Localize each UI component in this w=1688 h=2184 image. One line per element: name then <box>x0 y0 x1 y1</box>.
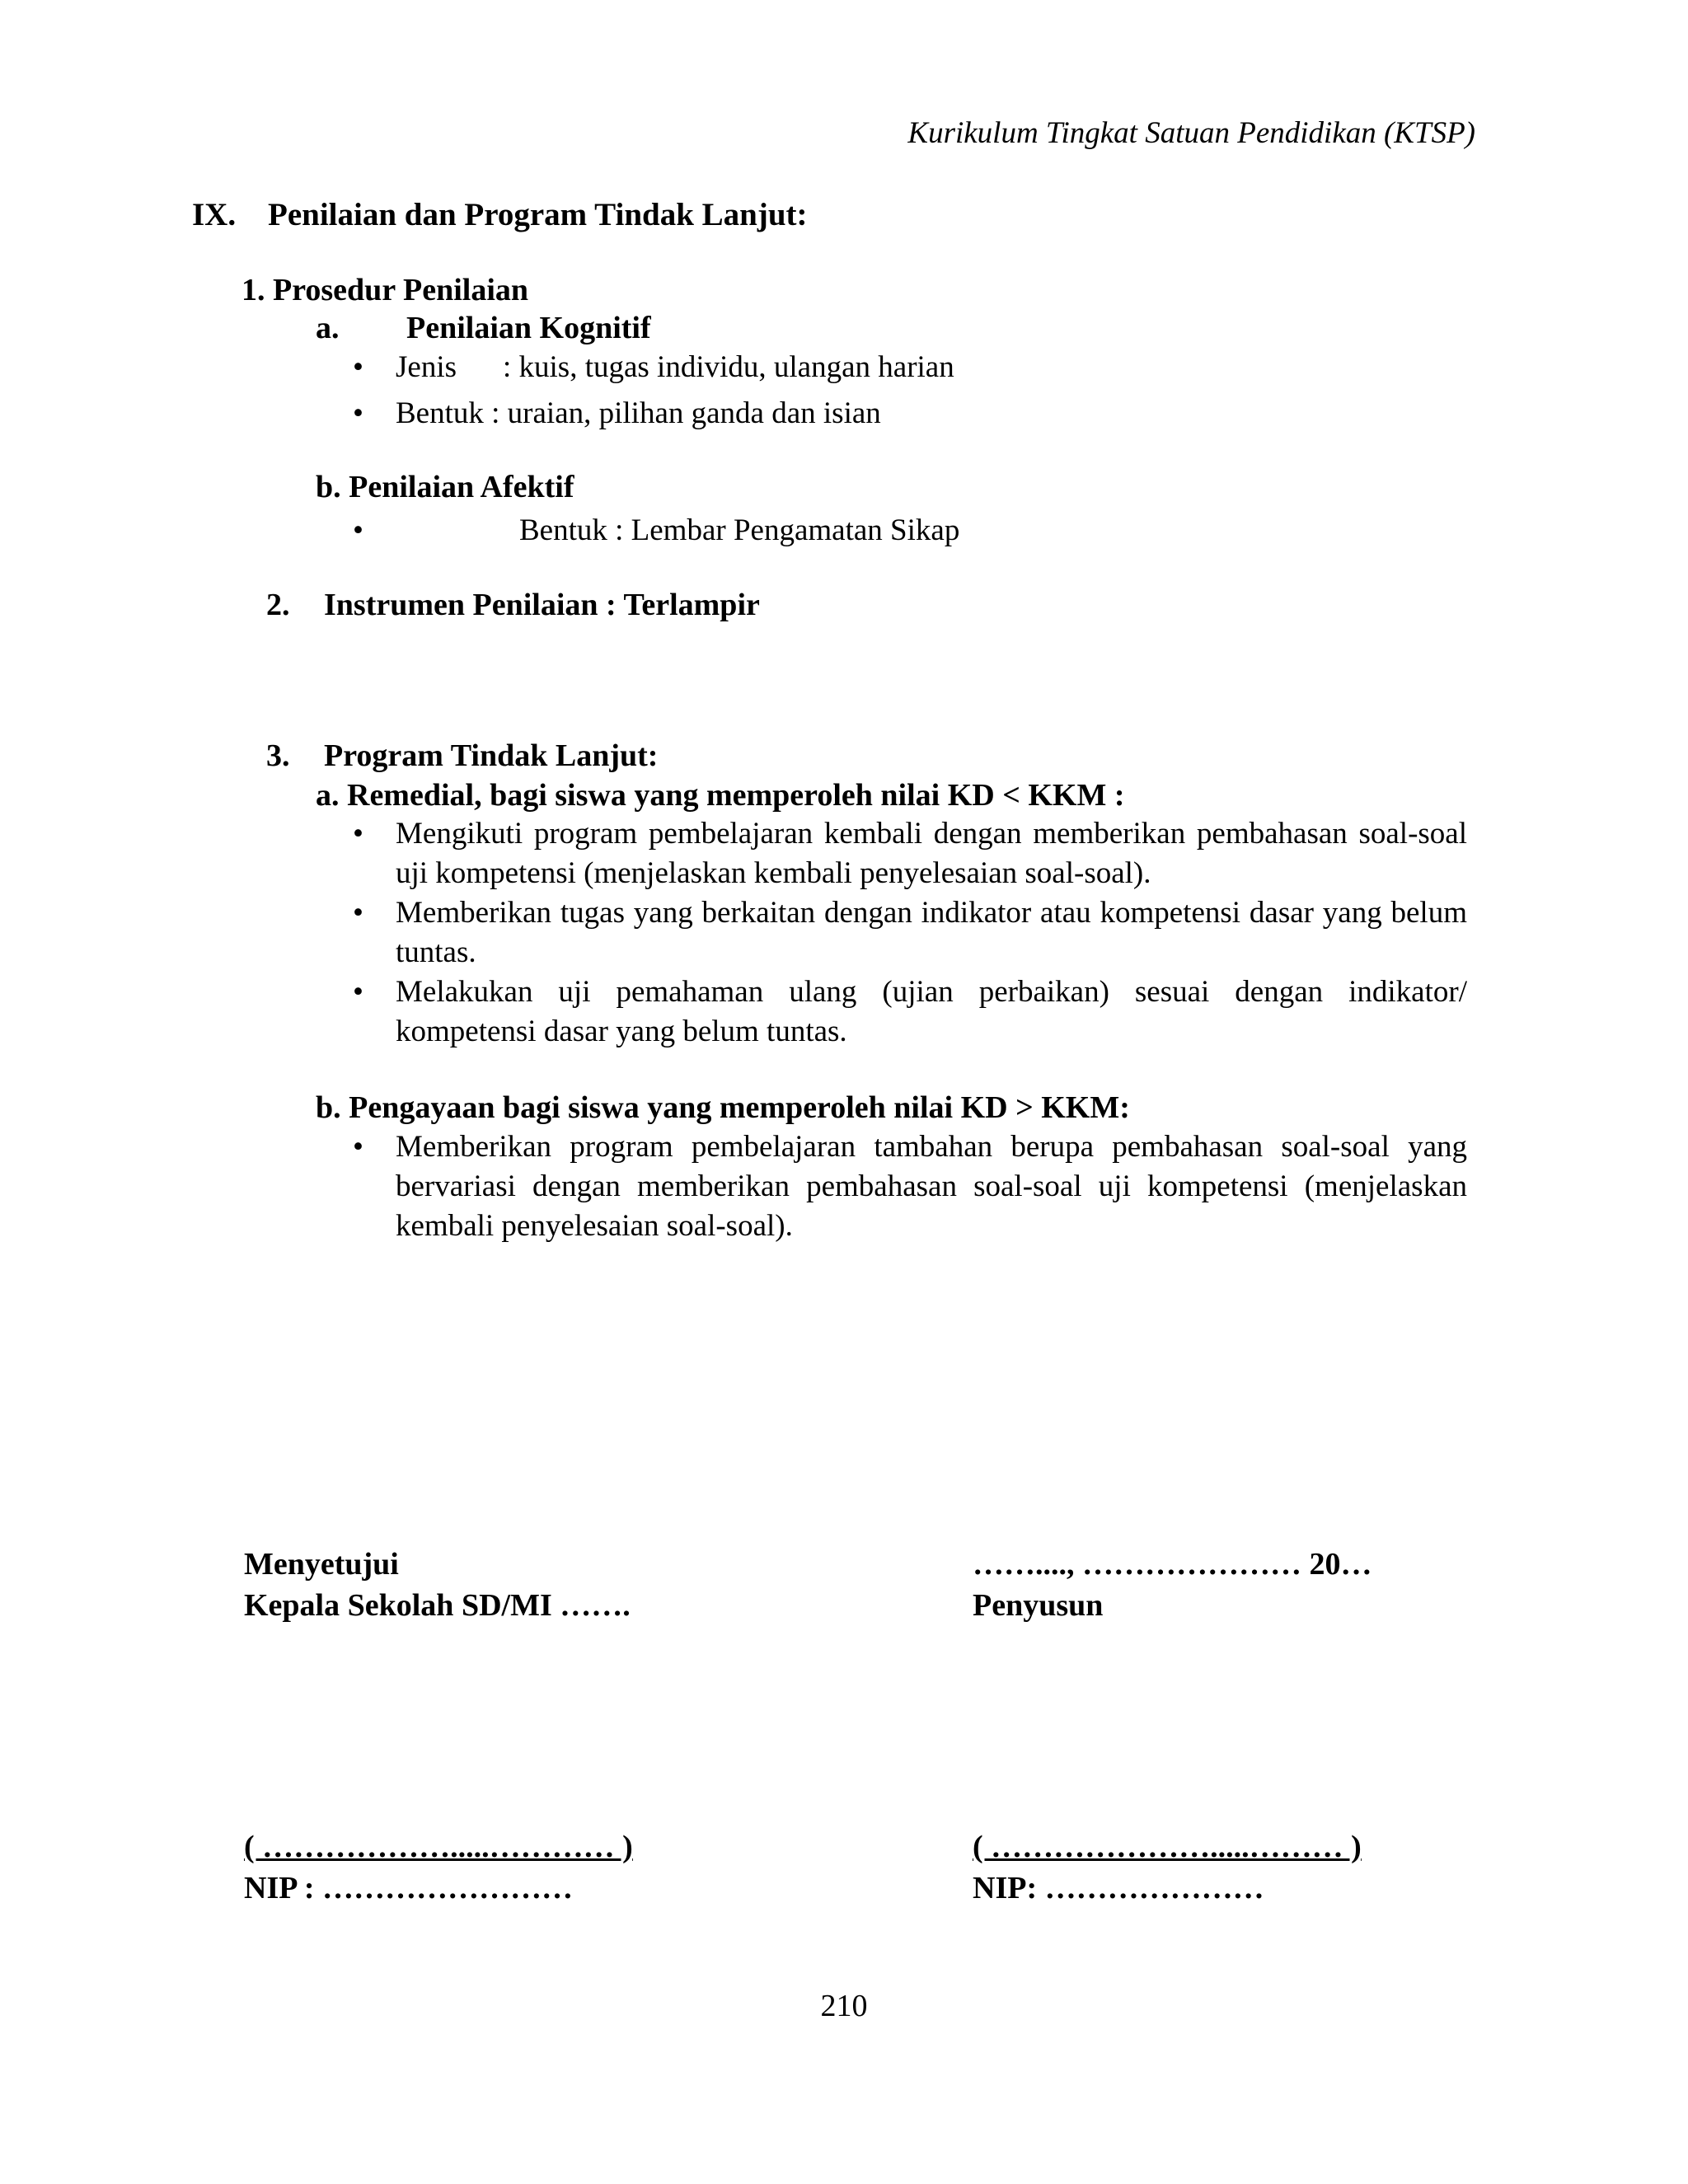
item-value: : kuis, tugas individu, ulangan harian <box>503 350 954 384</box>
afektif-heading: b. Penilaian Afektif <box>316 470 574 504</box>
approval-label: Menyetujui <box>244 1547 399 1582</box>
item-value: : uraian, pilihan ganda dan isian <box>491 396 881 431</box>
signature-left <box>244 1544 631 1626</box>
item-label: Jenis <box>396 350 457 384</box>
principal-label: Kepala Sekolah SD/MI ……. <box>244 1588 631 1624</box>
nip-line: NIP: ………………… <box>973 1871 1264 1906</box>
date-line: ……...., ………………… 20… <box>973 1547 1372 1582</box>
list-item: • Mengikuti program pembelajaran kembali dengan memberikan pembahasan soal-soal uji kompetensi (menjelaskan kembali penyelesaian soal-soal). <box>353 814 1467 893</box>
name-blank: ( ………………….....……… ) <box>973 1830 1362 1864</box>
author-label: Penyusun <box>973 1588 1104 1624</box>
kognitif-title: Penilaian Kognitif <box>406 311 651 345</box>
list-item <box>353 348 1095 387</box>
pengayaan-list <box>353 1127 1467 1246</box>
list-item <box>353 394 1095 434</box>
remedial-list <box>353 814 1467 1052</box>
signature-right-name <box>973 1826 1362 1909</box>
list-item <box>353 511 1095 551</box>
item-text: Bentuk : Lembar Pengamatan Sikap <box>519 513 960 547</box>
signature-left-name <box>244 1826 633 1909</box>
item-label: Bentuk <box>396 396 484 431</box>
section-heading <box>192 194 808 237</box>
section-title: Penilaian dan Program Tindak Lanjut: <box>268 197 808 232</box>
tindak-lanjut-heading <box>266 736 658 776</box>
section-number: IX. <box>192 197 237 232</box>
remedial-heading: a. Remedial, bagi siswa yang memperoleh nilai KD < KKM : <box>316 778 1125 813</box>
tindak-lanjut-number: 3. <box>266 738 290 773</box>
tindak-lanjut-title: Program Tindak Lanjut: <box>324 738 659 773</box>
afektif-list <box>353 511 1095 551</box>
list-item: • Memberikan tugas yang berkaitan dengan indikator atau kompetensi dasar yang belum tuntas. <box>353 893 1467 972</box>
page-number: 210 <box>820 1989 868 2023</box>
list-item: • Melakukan uji pemahaman ulang (ujian perbaikan) sesuai dengan indikator/ kompetensi dasar yang belum tuntas. <box>353 972 1467 1052</box>
nip-line: NIP : …………………… <box>244 1871 573 1906</box>
instrumen-title: Instrumen Penilaian : Terlampir <box>324 588 760 622</box>
kognitif-heading <box>316 308 651 349</box>
running-header: Kurikulum Tingkat Satuan Pendidikan (KTSP) <box>907 116 1475 150</box>
pengayaan-heading: b. Pengayaan bagi siswa yang memperoleh nilai KD > KKM: <box>316 1090 1130 1125</box>
signature-right <box>973 1544 1372 1626</box>
name-blank: ( ……………….....………… ) <box>244 1830 633 1864</box>
kognitif-list <box>353 348 1095 434</box>
prosedur-heading: 1. Prosedur Penilaian <box>241 273 529 307</box>
list-item: • Memberikan program pembelajaran tambahan berupa pembahasan soal-soal yang bervariasi dengan memberikan pembahasan soal-soal uji kompetensi (menjelaskan kembali penyelesaian soal-soal). <box>353 1127 1467 1246</box>
kognitif-letter: a. <box>316 311 340 345</box>
instrumen-heading <box>266 585 760 626</box>
instrumen-number: 2. <box>266 588 290 622</box>
